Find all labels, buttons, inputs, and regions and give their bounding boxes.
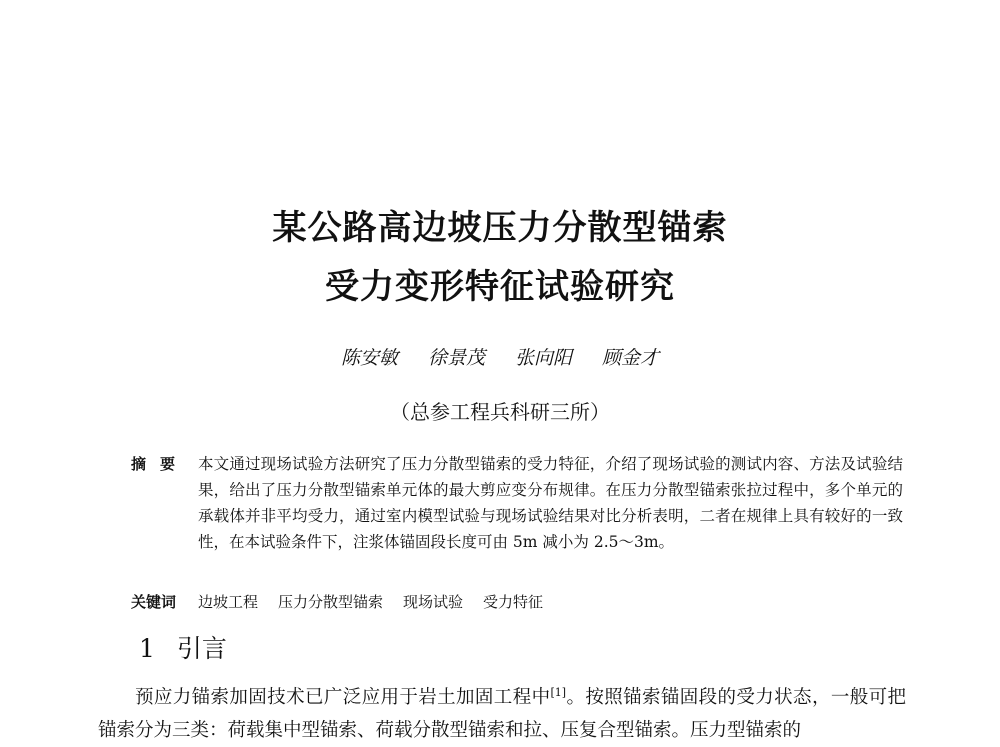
abstract-text: 本文通过现场试验方法研究了压力分散型锚索的受力特征，介绍了现场试验的测试内容、方法及试验结果，给出了压力分散型锚索单元体的最大剪应变分布规律。在压力分散型锚索张拉过程中，多个单元的承载体并非平均受力，通过室内模型试验与现场试验结果对比分析表明，二者在规律上具有较好的一致性，在本试验条件下，注浆体锚固段长度可由 5m 减小为 2.5～3m。 [198, 455, 903, 551]
author-name: 陈安敏 [340, 347, 398, 369]
paper-title-line-1: 某公路高边坡压力分散型锚索 [272, 208, 728, 248]
citation-ref: [1] [550, 685, 567, 699]
abstract-label: 摘要 [131, 455, 190, 473]
body-text-start: 预应力锚索加固技术已广泛应用于岩土加固工程中 [135, 687, 551, 708]
keywords-list [198, 589, 543, 615]
section-heading [139, 633, 227, 665]
keyword: 受力特征 [483, 593, 544, 611]
keywords-label: 关键词 [131, 593, 177, 611]
paper-title-line-2: 受力变形特征试验研究 [325, 267, 675, 307]
author-list [0, 346, 1000, 370]
body-paragraph [98, 681, 906, 747]
author-name: 张向阳 [515, 347, 573, 369]
section-title: 引言 [176, 634, 227, 663]
affiliation: （总参工程兵科研三所） [390, 400, 610, 424]
section-number: 1 [139, 634, 155, 663]
author-name: 顾金才 [602, 347, 660, 369]
author-name: 徐景茂 [427, 347, 485, 369]
keyword: 现场试验 [403, 593, 464, 611]
keyword: 压力分散型锚索 [278, 593, 384, 611]
body-text-end: 。按照锚索锚固段的受力状态，一般可把锚索分为三类：荷载集中型锚索、荷载分散型锚索和拉、压复合型锚索。压力型锚索的 [98, 687, 906, 741]
keyword: 边坡工程 [198, 593, 259, 611]
